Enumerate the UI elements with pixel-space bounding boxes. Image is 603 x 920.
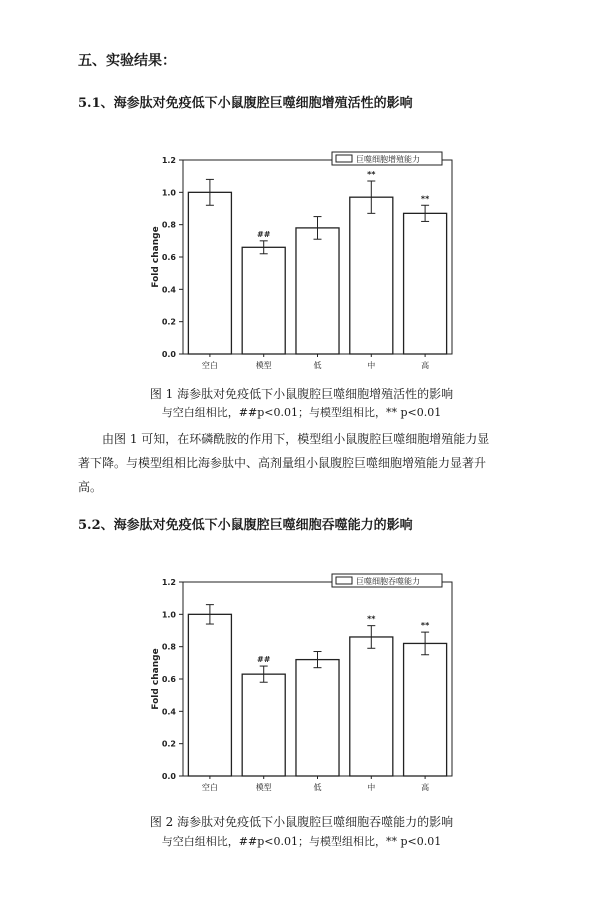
legend-swatch (336, 577, 352, 584)
paragraph-line: 由图 1 可知，在环磷酰胺的作用下，模型组小鼠腹腔巨噬细胞增殖能力显 (102, 432, 490, 446)
significance-label: ** (420, 194, 430, 204)
y-tick-label: 0.2 (161, 739, 176, 749)
x-tick-label: 中 (367, 361, 376, 370)
y-tick-label: 0.0 (161, 350, 176, 359)
bar (188, 192, 231, 354)
subsection-title-1: 5.1、海参肽对免疫低下小鼠腹腔巨噬细胞增殖活性的影响 (78, 96, 413, 111)
bar (404, 643, 447, 776)
y-tick-label: 1.2 (161, 156, 176, 165)
x-tick-label: 空白 (201, 361, 218, 370)
bar (350, 637, 393, 776)
y-axis-label: Fold change (151, 226, 161, 288)
figure-2-note: 与空白组相比，##p<0.01；与模型组相比，** p<0.01 (161, 835, 442, 848)
y-tick-label: 0.4 (161, 707, 176, 717)
x-tick-label: 模型 (255, 783, 272, 792)
bar (296, 660, 339, 776)
bar (242, 247, 285, 354)
significance-label: ## (256, 655, 271, 665)
y-tick-label: 0.8 (161, 642, 176, 652)
legend-label: 巨噬细胞增殖能力 (356, 155, 420, 164)
figure-2-chart (0, 572, 603, 797)
significance-label: ## (256, 229, 271, 239)
subsection-title-2: 5.2、海参肽对免疫低下小鼠腹腔巨噬细胞吞噬能力的影响 (78, 518, 413, 533)
figure-1-note: 与空白组相比，##p<0.01；与模型组相比，** p<0.01 (161, 406, 442, 419)
x-tick-label: 低 (313, 783, 322, 792)
bar (404, 213, 447, 354)
x-tick-label: 低 (313, 361, 322, 370)
section-title: 五、实验结果： (78, 53, 176, 69)
figure-2-caption: 图 2 海参肽对免疫低下小鼠腹腔巨噬细胞吞噬能力的影响 (149, 815, 454, 829)
y-axis-label: Fold change (151, 648, 161, 710)
x-tick-label: 空白 (201, 783, 218, 792)
significance-label: ** (367, 170, 376, 180)
y-tick-label: 0.6 (161, 675, 176, 684)
significance-label: ** (367, 614, 376, 624)
bar (350, 197, 393, 354)
figure-1-chart (0, 150, 603, 375)
paragraph-line: 高。 (78, 480, 103, 494)
y-tick-label: 0.6 (161, 253, 176, 262)
bar (296, 228, 339, 354)
y-tick-label: 0.2 (161, 317, 176, 327)
legend-label: 巨噬细胞吞噬能力 (356, 577, 420, 586)
y-tick-label: 1.2 (161, 578, 176, 587)
result-paragraph (78, 427, 548, 499)
figure-1-caption: 图 1 海参肽对免疫低下小鼠腹腔巨噬细胞增殖活性的影响 (149, 387, 454, 401)
x-tick-label: 高 (421, 361, 430, 370)
y-tick-label: 0.8 (161, 220, 176, 230)
y-tick-label: 1.0 (161, 188, 176, 198)
bar (242, 674, 285, 776)
bar (188, 614, 231, 776)
x-tick-label: 模型 (255, 361, 272, 370)
significance-label: ** (420, 621, 430, 631)
x-tick-label: 中 (367, 783, 376, 792)
y-tick-label: 0.4 (161, 285, 176, 295)
legend-swatch (336, 155, 352, 162)
paragraph-line: 著下降。与模型组相比海参肽中、高剂量组小鼠腹腔巨噬细胞增殖能力显著升 (78, 456, 487, 470)
y-tick-label: 1.0 (161, 610, 176, 620)
y-tick-label: 0.0 (161, 772, 176, 781)
x-tick-label: 高 (421, 783, 430, 792)
